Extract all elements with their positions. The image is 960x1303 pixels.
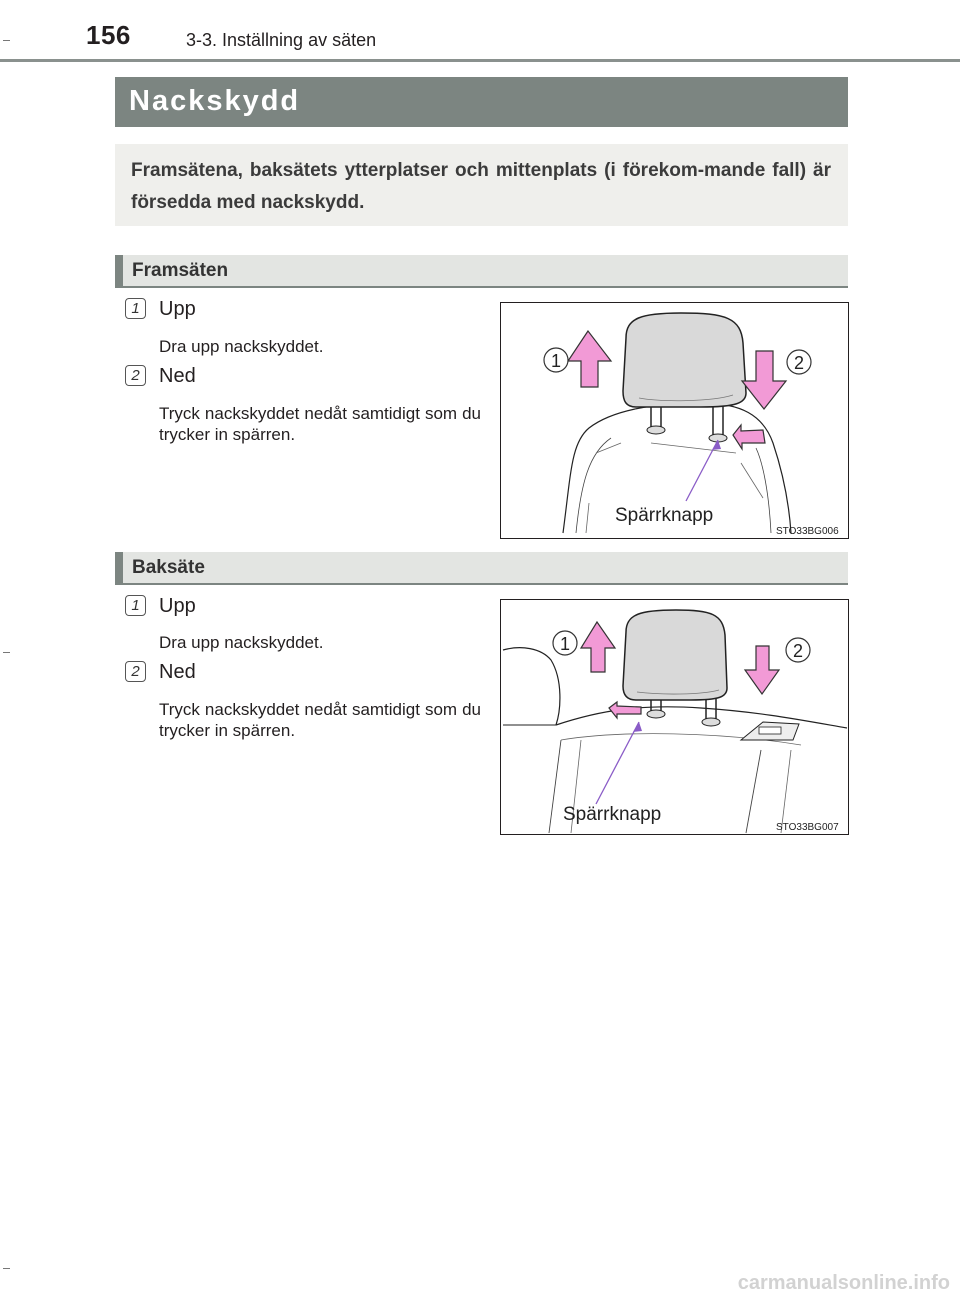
crop-mark (3, 652, 10, 653)
chapter-title: 3-3. Inställning av säten (186, 30, 377, 50)
latch-button-label: Spärrknapp (615, 505, 714, 526)
step-title: Upp (159, 298, 196, 320)
figure-code: STO33BG006 (776, 526, 839, 537)
header-divider (0, 59, 960, 62)
crop-mark (3, 40, 10, 41)
step-title: Ned (159, 365, 196, 387)
step-title: Ned (159, 661, 196, 683)
intro-box (115, 144, 848, 226)
section-heading-bar (115, 255, 848, 288)
front-headrest-figure (500, 302, 849, 539)
step-description: Dra upp nackskyddet. (159, 633, 324, 652)
step-description: Tryck nackskyddet nedåt samtidigt som du trycker in spärren. (159, 700, 481, 740)
page-title-bar (115, 77, 848, 127)
callout-1: 1 (550, 351, 562, 371)
step-description: Dra upp nackskyddet. (159, 337, 324, 356)
page-number: 156 (86, 20, 131, 50)
step-number: 1 (125, 298, 146, 319)
step-number: 1 (125, 595, 146, 616)
callout-2: 2 (792, 641, 804, 661)
intro-text: Framsätena, baksätets ytterplatser och mittenplats (i förekom-mande fall) är försedda med nackskydd. (131, 160, 831, 213)
step-description: Tryck nackskyddet nedåt samtidigt som du trycker in spärren. (159, 404, 481, 444)
latch-button-label: Spärrknapp (563, 804, 662, 825)
section-heading: Framsäten (132, 260, 229, 281)
watermark: carmanualsonline.info (737, 1272, 950, 1294)
callout-2: 2 (793, 353, 805, 373)
section-heading: Baksäte (132, 557, 205, 578)
figure-code: STO33BG007 (776, 822, 839, 833)
step-number: 2 (125, 365, 146, 386)
rear-seat-illustration (501, 600, 848, 834)
section-heading-bar (115, 552, 848, 585)
step-title: Upp (159, 595, 196, 617)
crop-mark (3, 1268, 10, 1269)
rear-headrest-figure (500, 599, 849, 835)
page-title: Nackskydd (129, 85, 301, 117)
front-seat-illustration (501, 303, 848, 538)
step-number: 2 (125, 661, 146, 682)
callout-1: 1 (559, 634, 571, 654)
